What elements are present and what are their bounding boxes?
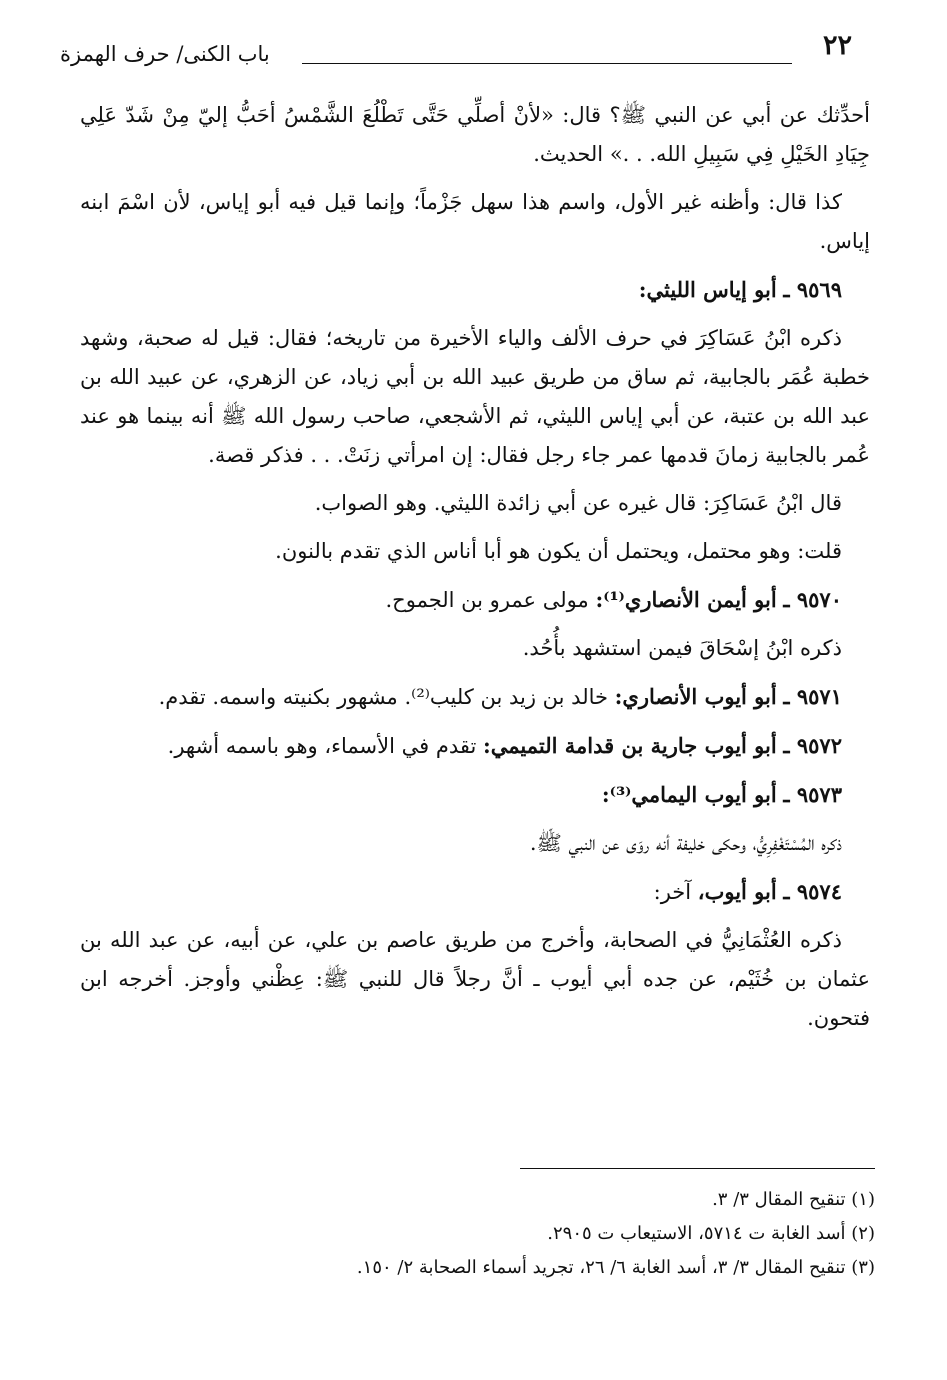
footnote-1: (١) تنقيح المقال ٣/ ٣. bbox=[712, 1189, 875, 1210]
footnotes bbox=[160, 1168, 875, 1285]
entry-number: ٩٥٧٠ ـ bbox=[783, 587, 842, 612]
entry-text: مولى عمرو بن الجموح. bbox=[385, 588, 589, 612]
entry-heading bbox=[80, 270, 870, 310]
entry-number: ٩٥٧٤ ـ bbox=[783, 879, 842, 904]
entry-number: ٩٥٧١ ـ bbox=[783, 684, 842, 709]
page-number: ٢٢ bbox=[822, 30, 852, 61]
entry-text: خالد بن زيد بن كليب⁽²⁾. مشهور بكنيته واسمه. تقدم. bbox=[158, 685, 608, 709]
entry-text: آخر: bbox=[653, 880, 692, 904]
paragraph: ذكره العُثْمَانِيُّ في الصحابة، وأخرج من طريق عاصم بن علي، عن أبيه، عن عبد الله بن عثمان بن خُثَيْم، عن جده أبي أيوب ـ أنَّ رجلاً قال للنبي ﷺ: عِظْني وأوجز. أخرجه ابن فتحون. bbox=[80, 928, 870, 1030]
entry-heading bbox=[80, 677, 870, 717]
entry-name: أبو إياس الليثي: bbox=[638, 277, 777, 302]
entry-name: أبو أيمن الأنصاري⁽¹⁾: bbox=[595, 587, 777, 612]
entry-heading bbox=[80, 580, 870, 620]
entry-heading bbox=[80, 872, 870, 912]
chapter-title: باب الكنى/ حرف الهمزة bbox=[60, 42, 270, 66]
entry-heading bbox=[80, 726, 870, 766]
entry-number: ٩٥٧٣ ـ bbox=[783, 782, 842, 807]
paragraph: ذكره المُسْتَغْفِرِيُّ، وحكى خليفة أنه روَى عن النبي ﷺ. bbox=[529, 831, 842, 855]
entry-heading bbox=[80, 775, 870, 815]
paragraph: أحدِّثك عن أبي عن النبي ﷺ؟ قال: «لأنْ أصلِّي حَتَّى تَطْلُعَ الشَّمْسُ أحَبُّ إليّ مِنْ شَدّ عَلِي جِيَادِ الخَيْلِ فِي سَبِيلِ الله. . .» الحديث. bbox=[80, 103, 870, 166]
paragraph: كذا قال: وأظنه غير الأول، واسم هذا سهل جَزْماً؛ وإنما قيل فيه أبو إياس، لأن اسْمَ ابنه إياس. bbox=[80, 190, 870, 253]
running-header bbox=[60, 30, 852, 74]
paragraph: قلت: وهو محتمل، ويحتمل أن يكون هو أبا أناس الذي تقدم بالنون. bbox=[275, 539, 842, 563]
footnote-2: (٢) أسد الغابة ت ٥٧١٤، الاستيعاب ت ٢٩٠٥. bbox=[547, 1223, 875, 1244]
entry-name: أبو أيوب اليمامي⁽³⁾: bbox=[601, 782, 777, 807]
main-text bbox=[80, 96, 870, 1047]
entry-text: تقدم في الأسماء، وهو باسمه أشهر. bbox=[167, 734, 477, 758]
entry-name: أبو أيوب جارية بن قدامة التميمي: bbox=[483, 733, 777, 758]
header-rule bbox=[302, 63, 792, 64]
paragraph: ذكره ابْنُ إسْحَاقَ فيمن استشهد بأُحُد. bbox=[522, 636, 842, 660]
entry-name: أبو أيوب الأنصاري: bbox=[614, 684, 777, 709]
footnote-3: (٣) تنقيح المقال ٣/ ٣، أسد الغابة ٦/ ٢٦، تجريد أسماء الصحابة ٢/ ١٥٠. bbox=[356, 1257, 875, 1278]
entry-name: أبو أيوب، bbox=[697, 879, 777, 904]
entry-number: ٩٥٧٢ ـ bbox=[783, 733, 842, 758]
footnote-rule bbox=[520, 1168, 875, 1169]
paragraph: قال ابْنُ عَسَاكِرَ: قال غيره عن أبي زائدة الليثي. وهو الصواب. bbox=[314, 491, 842, 515]
paragraph: ذكره ابْنُ عَسَاكِرَ في حرف الألف والياء الأخيرة من تاريخه؛ فقال: قيل له صحبة، وشهد خطبة عُمَر بالجابية، ثم ساق من طريق عبيد الله بن أبي زياد، عن الزهري، عن عبيد الله بن عبد الله بن عتبة، عن أبي إياس الليثي، ثم الأشجعي، صاحب رسول الله ﷺ أنه بينما هو عند عُمر بالجابية زمانَ قدمها عمر جاء رجل فقال: إن امرأتي زنَتْ. . . فذكر قصة. bbox=[80, 326, 870, 467]
entry-number: ٩٥٦٩ ـ bbox=[783, 277, 842, 302]
